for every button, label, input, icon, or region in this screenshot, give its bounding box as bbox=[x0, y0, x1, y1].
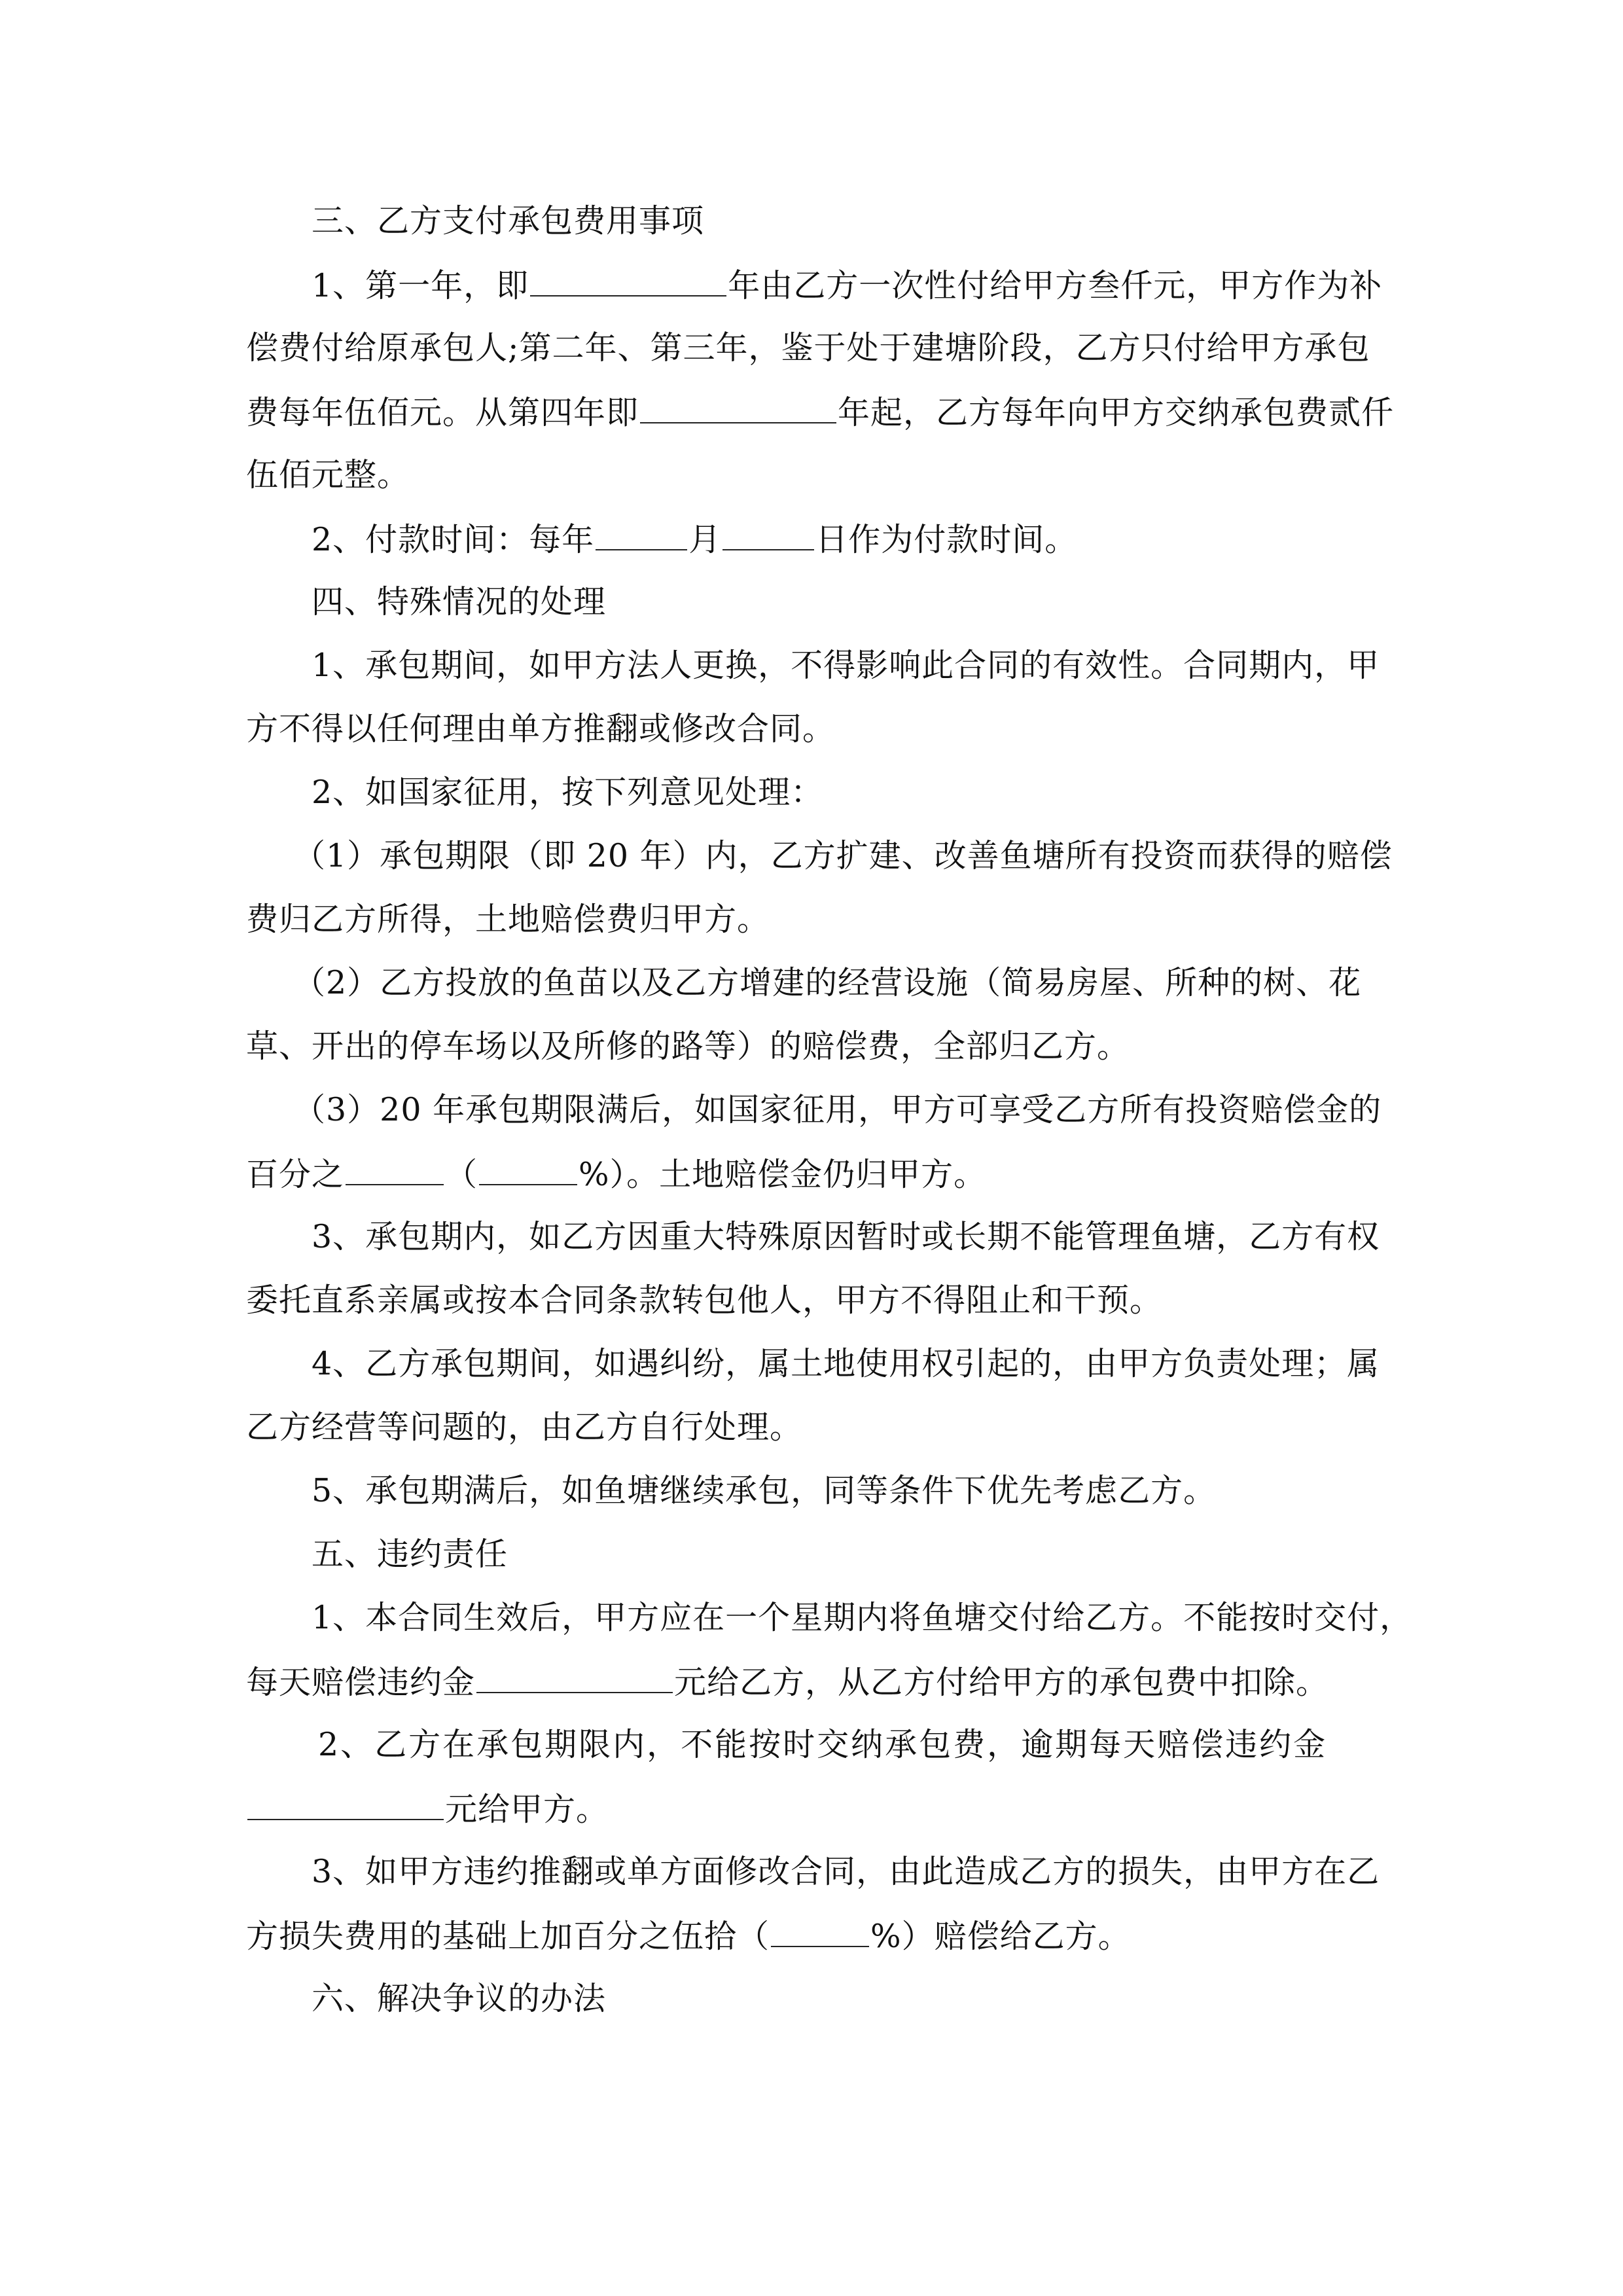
fill-blank bbox=[771, 1916, 869, 1947]
paragraph-line: 2、付款时间：每年 月 日作为付款时间。 bbox=[312, 519, 1077, 558]
fill-blank bbox=[530, 265, 726, 296]
paragraph-line: 3、承包期内，如乙方因重大特殊原因暂时或长期不能管理鱼塘，乙方有权 bbox=[312, 1218, 1380, 1255]
fill-blank bbox=[476, 1662, 673, 1693]
paragraph-line: 乙方经营等问题的，由乙方自行处理。 bbox=[246, 1408, 803, 1446]
fill-blank bbox=[247, 1789, 444, 1820]
paragraph-line: 方损失费用的基础上加百分之伍拾（ %）赔偿给乙方。 bbox=[246, 1916, 1131, 1955]
paragraph-line: 费归乙方所得，土地赔偿费归甲方。 bbox=[246, 901, 770, 938]
paragraph-line: 百分之 （ %）。土地赔偿金仍归甲方。 bbox=[246, 1154, 986, 1193]
fill-blank bbox=[640, 392, 836, 423]
paragraph-line: （1）承包期限（即 20 年）内，乙方扩建、改善鱼塘所有投资而获得的赔偿 bbox=[293, 837, 1393, 874]
paragraph-line: 2、乙方在承包期限内，不能按时交纳承包费，逾期每天赔偿违约金 bbox=[318, 1726, 1328, 1763]
paragraph-line: 费每年伍佰元。从第四年即 年起，乙方每年向甲方交纳承包费贰仟 bbox=[246, 392, 1394, 431]
fill-blank bbox=[596, 519, 687, 550]
paragraph-line: 5、承包期满后，如鱼塘继续承包，同等条件下优先考虑乙方。 bbox=[312, 1472, 1217, 1509]
section-5-heading: 五、违约责任 bbox=[312, 1535, 508, 1573]
paragraph-line: 每天赔偿违约金 元给乙方，从乙方付给甲方的承包费中扣除。 bbox=[246, 1662, 1329, 1701]
paragraph-line: 元给甲方。 bbox=[246, 1789, 609, 1828]
paragraph-line: （3）20 年承包期限满后，如国家征用，甲方可享受乙方所有投资赔偿金的 bbox=[293, 1091, 1382, 1128]
paragraph-line: 方不得以任何理由单方推翻或修改合同。 bbox=[246, 710, 836, 747]
paragraph-line: 4、乙方承包期间，如遇纠纷，属土地使用权引起的，由甲方负责处理；属 bbox=[312, 1345, 1380, 1382]
paragraph-line: 草、开出的停车场以及所修的路等）的赔偿费，全部归乙方。 bbox=[246, 1028, 1130, 1065]
fill-blank bbox=[479, 1154, 577, 1185]
paragraph-line: 委托直系亲属或按本合同条款转包他人，甲方不得阻止和干预。 bbox=[246, 1282, 1163, 1319]
paragraph-line: 偿费付给原承包人;第二年、第三年，鉴于处于建塘阶段，乙方只付给甲方承包 bbox=[246, 329, 1370, 367]
paragraph-line: （2）乙方投放的鱼苗以及乙方增建的经营设施（简易房屋、所种的树、花 bbox=[293, 964, 1362, 1001]
paragraph-line: 1、第一年，即 年由乙方一次性付给甲方叁仟元，甲方作为补 bbox=[312, 265, 1382, 304]
section-6-heading: 六、解决争议的办法 bbox=[312, 1980, 607, 2017]
paragraph-line: 1、本合同生效后，甲方应在一个星期内将鱼塘交付给乙方。不能按时交付， bbox=[312, 1599, 1413, 1636]
paragraph-line: 2、如国家征用，按下列意见处理： bbox=[312, 774, 824, 811]
section-4-heading: 四、特殊情况的处理 bbox=[312, 583, 607, 620]
paragraph-line: 3、如甲方违约推翻或单方面修改合同，由此造成乙方的损失，由甲方在乙 bbox=[312, 1853, 1380, 1890]
fill-blank bbox=[346, 1154, 444, 1185]
fill-blank bbox=[722, 519, 814, 550]
section-3-heading: 三、乙方支付承包费用事项 bbox=[312, 202, 705, 240]
paragraph-line: 1、承包期间，如甲方法人更换，不得影响此合同的有效性。合同期内，甲 bbox=[312, 647, 1380, 684]
paragraph-line: 伍佰元整。 bbox=[246, 456, 410, 493]
